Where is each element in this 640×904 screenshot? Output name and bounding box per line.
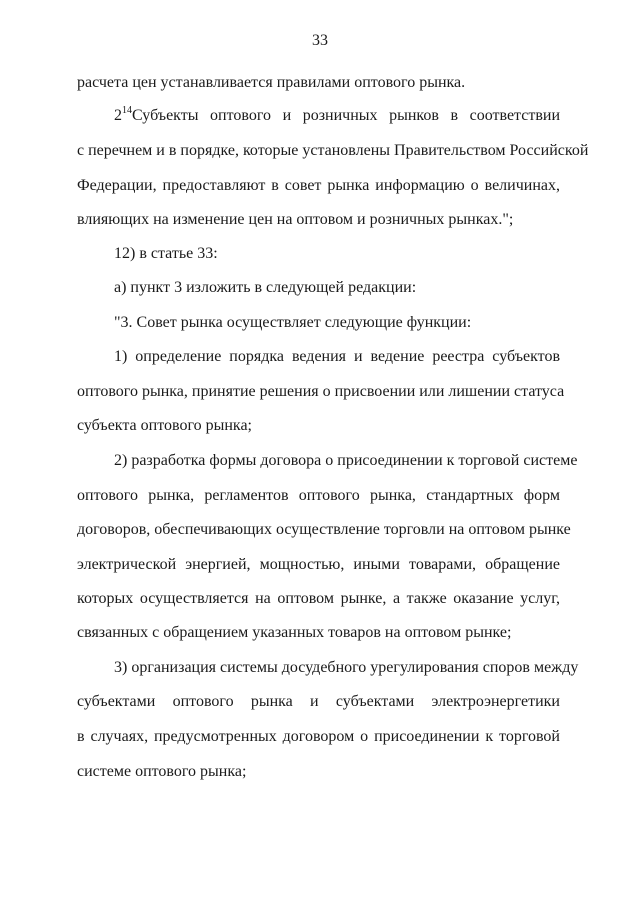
text-line: 12) в статье 33:	[114, 245, 218, 262]
text-line: влияющих на изменение цен на оптовом и розничных рынках.";	[77, 211, 514, 228]
item-text: Субъекты оптового и розничных рынков в соответствии	[132, 107, 560, 124]
text-line: которых осуществляется на оптовом рынке, а также оказание услуг,	[77, 590, 560, 607]
text-line: субъектами оптового рынка и субъектами электроэнергетики	[77, 693, 560, 710]
text-line: оптового рынка, принятие решения о присвоении или лишении статуса	[77, 383, 565, 400]
text-line: договоров, обеспечивающих осуществление торговли на оптовом рынке	[77, 521, 571, 538]
item-superscript: 14	[122, 105, 132, 116]
text-line: 3) организация системы досудебного урегулирования споров между	[114, 659, 579, 676]
text-line: расчета цен устанавливается правилами оптового рынка.	[77, 74, 466, 91]
text-line: 1) определение порядка ведения и ведение реестра субъектов	[114, 348, 560, 365]
text-line: а) пункт 3 изложить в следующей редакции:	[114, 279, 417, 296]
text-line: связанных с обращением указанных товаров на оптовом рынке;	[77, 624, 512, 641]
text-line: 2) разработка формы договора о присоединении к торговой системе	[114, 452, 578, 469]
text-line: "3. Совет рынка осуществляет следующие функции:	[114, 314, 472, 331]
item-number: 2	[114, 107, 122, 124]
text-line: субъекта оптового рынка;	[77, 417, 252, 434]
text-line: Федерации, предоставляют в совет рынка информацию о величинах,	[77, 177, 560, 194]
text-line: в случаях, предусмотренных договором о присоединении к торговой	[77, 728, 560, 745]
text-line: системе оптового рынка;	[77, 763, 247, 780]
text-line: электрической энергией, мощностью, иными товарами, обращение	[77, 556, 560, 573]
text-line: оптового рынка, регламентов оптового рынка, стандартных форм	[77, 487, 560, 504]
text-line: с перечнем и в порядке, которые установлены Правительством Российской	[77, 142, 589, 159]
text-line	[114, 106, 560, 126]
page-number: 33	[312, 32, 328, 49]
